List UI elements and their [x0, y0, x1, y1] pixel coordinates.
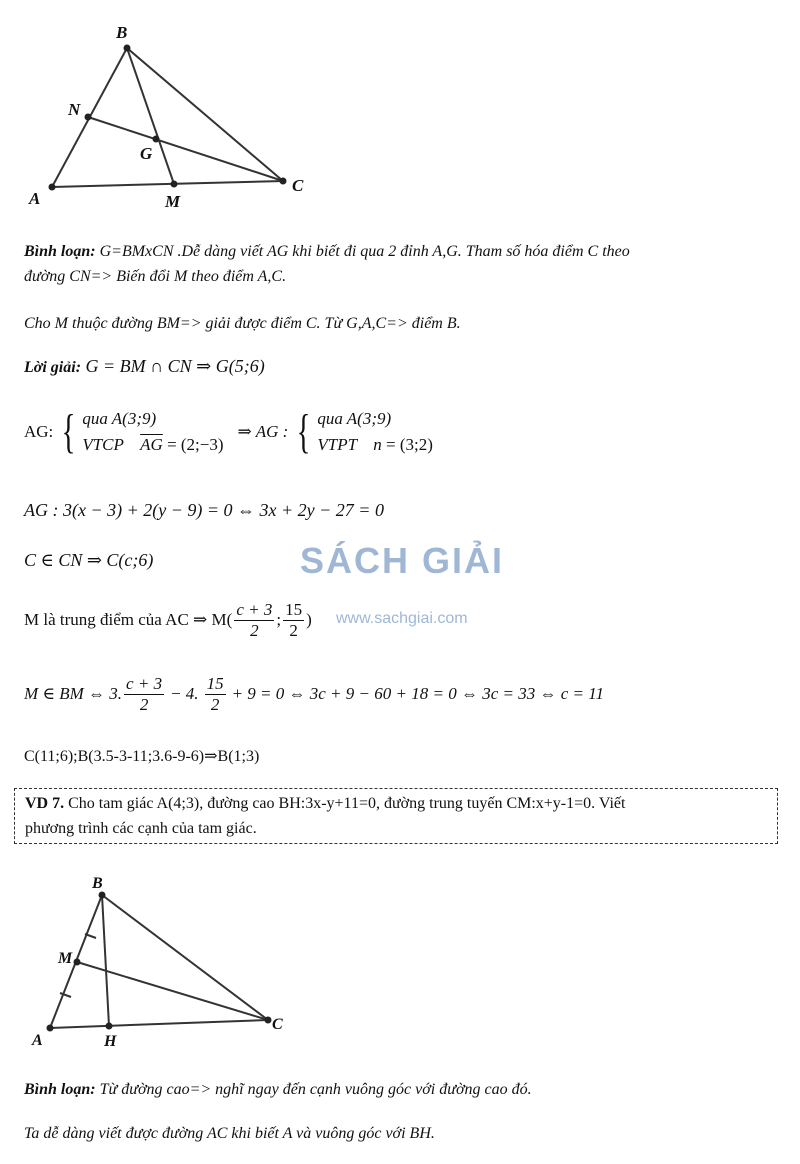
binh-loan-1-text2: đường CN=> Biến đổi M theo điểm A,C. — [24, 267, 287, 285]
m-mid-pre: M là trung điểm của AC ⇒ M( — [24, 610, 233, 630]
ag-left2-val: = (2;−3) — [167, 434, 224, 454]
m-midpoint — [24, 600, 312, 640]
para-cho-m: Cho M thuộc đường BM=> giải được điểm C. Từ G,A,C=> điểm B. — [24, 315, 461, 332]
vd7-line1-wrap — [25, 792, 767, 817]
point-m — [171, 181, 178, 188]
vd7-line2: phương trình các cạnh của tam giác. — [25, 819, 257, 837]
m-in-bm-f2-den: 2 — [210, 694, 220, 714]
label-a: A — [29, 189, 41, 208]
vd7-label: VD 7. — [25, 795, 65, 812]
m-in-bm-f1-num: c + 3 — [126, 674, 163, 693]
label-b: B — [116, 23, 128, 42]
fig2-point-h — [106, 1023, 113, 1030]
binh-loan-2-label: Bình loạn: — [24, 1081, 96, 1098]
ag-left2-pre: VTCP — [82, 434, 124, 454]
c-b-result: C(11;6);B(3.5-3-11;3.6-9-6)⇒B(1;3) — [24, 748, 260, 765]
binh-loan-1-text1: G=BMxCN .Dễ dàng viết AG khi biết đi qua 2 đỉnh A,G. Tham số hóa điểm C theo — [99, 243, 630, 260]
m-in-bm-post: + 9 = 0 ⇔ 3c + 9 − 60 + 18 = 0 ⇔ 3c = 33 ⇔ c = 11 — [231, 684, 604, 704]
ag-system — [24, 406, 433, 457]
m-mid-sep: ; — [276, 610, 282, 630]
c-line: C ∈ CN ⇒ C(c;6) — [24, 550, 154, 570]
label-m: M — [165, 192, 181, 211]
ag-equation: AG : 3(x − 3) + 2(y − 9) = 0 ⇔ 3x + 2y − 27 = 0 — [24, 500, 384, 520]
point-c — [280, 178, 287, 185]
fig2-label-b: B — [92, 875, 103, 892]
point-g — [153, 136, 160, 143]
fig2-label-a: A — [32, 1032, 43, 1049]
m-mid-post: ) — [306, 610, 312, 630]
fig2-label-h: H — [104, 1033, 117, 1050]
m-mid-f2-den: 2 — [289, 620, 298, 640]
label-g: G — [140, 144, 153, 163]
fig2-label-m: M — [58, 950, 73, 967]
watermark-url: www.sachgiai.com — [336, 610, 468, 627]
ag-left1: qua A(3;9) — [82, 409, 157, 428]
fig2-point-c — [265, 1017, 272, 1024]
ag-prefix: AG: — [24, 421, 54, 441]
m-mid-f1-num: c + 3 — [236, 600, 273, 619]
label-n: N — [68, 100, 81, 119]
binh-loan-2 — [24, 1078, 532, 1103]
triangle-figure-1 — [0, 0, 340, 220]
fig2-point-m — [74, 959, 81, 966]
fig2-point-a — [47, 1025, 54, 1032]
m-in-bm-f1-den: 2 — [139, 694, 149, 714]
triangle-figure-2 — [0, 860, 320, 1060]
m-in-bm — [24, 674, 604, 714]
fig2-point-b — [99, 892, 106, 899]
m-in-bm-f2-num: 15 — [206, 674, 224, 693]
vd7-line1: Cho tam giác A(4;3), đường cao BH:3x-y+11=0, đường trung tuyến CM:x+y-1=0. Viết — [68, 795, 626, 812]
watermark-brand: SÁCH GIẢI — [300, 540, 505, 581]
ag-right2-val: = (3;2) — [386, 434, 433, 454]
ag-left2-vec: $\overline{AG}$ — [140, 434, 163, 454]
final-para: Ta dễ dàng viết được đường AC khi biết A và vuông góc với BH. — [24, 1125, 435, 1142]
point-b — [124, 45, 131, 52]
binh-loan-1 — [24, 240, 776, 290]
binh-loan-2-text: Từ đường cao=> nghĩ ngay đến cạnh vuông góc với đường cao đó. — [99, 1081, 532, 1098]
m-mid-f2-num: 15 — [285, 600, 303, 619]
binh-loan-1-line1 — [24, 240, 776, 265]
loi-giai-formula: G = BM ∩ CN ⇒ G(5;6) — [85, 356, 265, 376]
binh-loan-1-label: Bình loạn: — [24, 243, 96, 260]
label-c: C — [292, 176, 304, 195]
ag-right1: qua A(3;9) — [317, 409, 392, 428]
point-a — [49, 184, 56, 191]
m-mid-f1-den: 2 — [250, 620, 259, 640]
ag-right2-pre: VTPT — [317, 434, 358, 454]
m-in-bm-mid: − 4. — [170, 684, 199, 704]
vd7-box — [14, 788, 778, 844]
m-in-bm-pre: M ∈ BM ⇔ 3. — [24, 684, 123, 704]
right-brace-icon: { — [296, 404, 311, 458]
loi-giai — [24, 356, 265, 377]
ag-right2-vec: n — [373, 434, 382, 454]
ag-arrow: ⇒ AG : — [237, 421, 289, 441]
loi-giai-label: Lời giải: — [24, 359, 82, 376]
left-brace-icon: { — [61, 404, 76, 458]
point-n — [85, 114, 92, 121]
fig2-label-c: C — [272, 1016, 283, 1033]
